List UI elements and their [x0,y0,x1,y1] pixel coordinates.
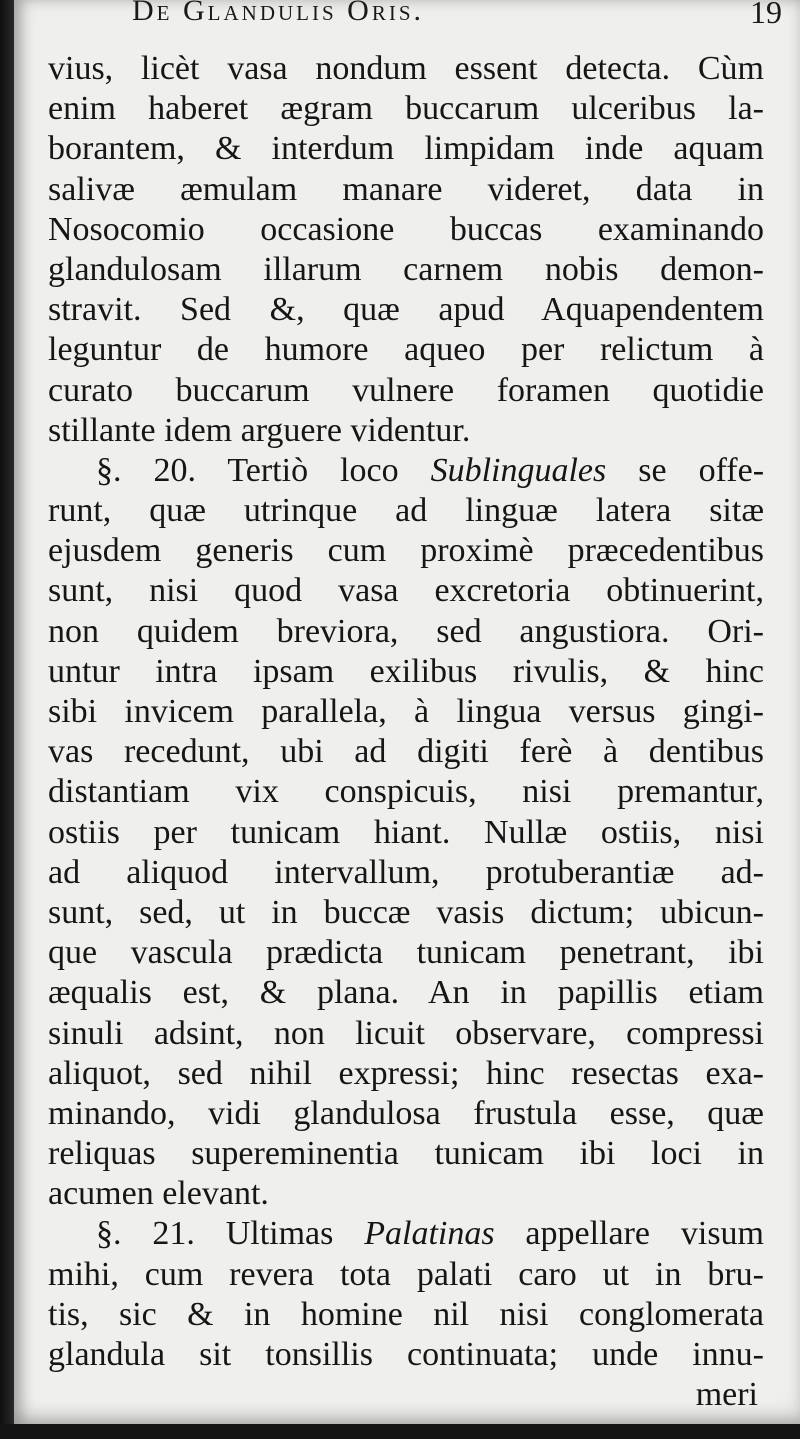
text-line: sinuli adsint, non licuit observare, compressi [48,1014,764,1052]
running-head: De Glandulis Oris. [132,0,424,27]
text-line: salivæ æmulam manare videret, data in [48,170,764,208]
text-line: runt, quæ utrinque ad linguæ latera sitæ [48,492,764,530]
section-20-first-line [48,451,764,491]
paragraph-end-line: acumen elevant. [48,1175,269,1213]
section-21-first-line [48,1214,764,1254]
text-line: aliquot, sed nihil expressi; hinc resectas exa- [48,1054,764,1092]
text-line: untur intra ipsam exilibus rivulis, & hinc [48,652,764,690]
text-line: stravit. Sed &, quæ apud Aquapendentem [48,291,764,329]
text-line: curato buccarum vulnere foramen quotidie [48,371,764,409]
text-line: minando, vidi glandulosa frustula esse, quæ [48,1094,764,1132]
text-line: glandula sit tonsillis continuata; unde innu- [48,1336,764,1373]
scan-bottom-edge [0,1424,800,1439]
text-line: ostiis per tunicam hiant. Nullæ ostiis, nisi [48,813,764,851]
paragraph-end-line: stillante idem arguere videntur. [48,411,471,449]
page-number: 19 [750,0,782,30]
text-line: tis, sic & in homine nil nisi conglomerata [48,1295,764,1333]
scan-binding-edge [0,0,14,1439]
text-line: enim haberet ægram buccarum ulceribus la- [48,90,764,128]
text-line: sibi invicem parallela, à lingua versus gingi- [48,693,764,730]
text-line: sunt, nisi quod vasa excretoria obtinuerint, [48,572,764,610]
term-palatinas: Palatinas [364,1215,495,1253]
book-page [14,0,800,1424]
text-line: leguntur de humore aqueo per relictum à [48,331,764,369]
text-line: sunt, sed, ut in buccæ vasis dictum; ubicun- [48,893,764,931]
text-line: borantem, & interdum limpidam inde aquam [48,130,764,168]
text-line: Nosocomio occasione buccas examinando [48,210,764,248]
body-text [48,49,764,1415]
section-20-tail: se offe- [606,451,765,489]
text-line: glandulosam illarum carnem nobis demon- [48,250,764,288]
text-line: ejusdem generis cum proximè præcedentibus [48,532,764,570]
section-20-lead: §. 20. Tertiò loco [96,451,431,489]
section-21-tail: appellare visum [494,1215,764,1253]
text-line: vas recedunt, ubi ad digiti ferè à dentibus [48,733,764,771]
text-line: mihi, cum revera tota palati caro ut in bru- [48,1255,764,1293]
catchword: meri [695,1376,758,1414]
text-line: ad aliquod intervallum, protuberantiæ ad- [48,853,764,891]
text-line: non quidem breviora, sed angustiora. Ori- [48,612,764,650]
text-line: distantiam vix conspicuis, nisi premantur, [48,773,764,811]
text-line: que vascula prædicta tunicam penetrant, ibi [48,934,764,972]
section-21-lead: §. 21. Ultimas [96,1215,365,1253]
text-line: reliquas supereminentia tunicam ibi loci in [48,1135,764,1173]
text-line: vius, licèt vasa nondum essent detecta. Cùm [48,50,764,87]
term-sublinguales: Sublinguales [430,451,607,489]
text-line: æqualis est, & plana. An in papillis etiam [48,974,764,1012]
